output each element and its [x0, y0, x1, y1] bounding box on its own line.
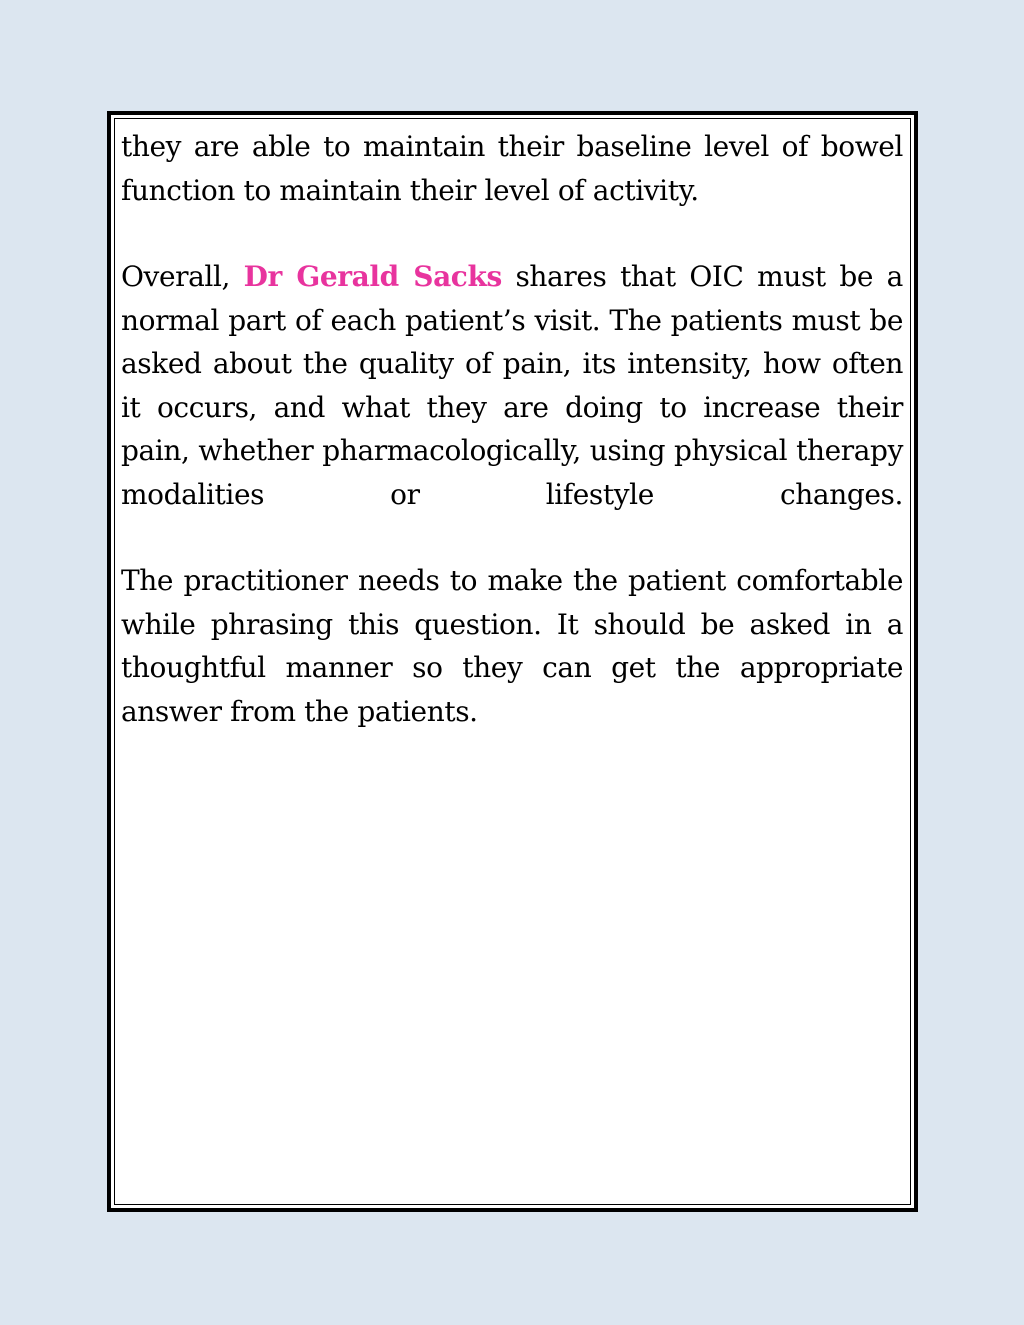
paragraph-1	[121, 125, 903, 212]
paragraph-3	[121, 559, 903, 733]
paragraph-2	[121, 255, 903, 516]
paragraph-2-text-before: Overall,	[121, 260, 244, 293]
document-body	[121, 125, 903, 776]
document-frame	[107, 111, 918, 1212]
author-name-highlight: Dr Gerald Sacks	[243, 260, 502, 293]
paragraph-1-text: they are able to maintain their baseline level of bowel function to maintain their level of activity.	[121, 130, 903, 207]
paragraph-3-text: The practitioner needs to make the patient comfortable while phrasing this question. It should be asked in a thoughtful manner so they can get the appropriate answer from the patients.	[121, 564, 903, 728]
paragraph-2-text-after: shares that OIC must be a normal part of each patient’s visit. The patients must be asked about the quality of pain, its intensity, how often it occurs, and what they are doing to increase their pain, whether pharmacologically, using physical therapy modalities or lifestyle changes.	[121, 260, 903, 511]
